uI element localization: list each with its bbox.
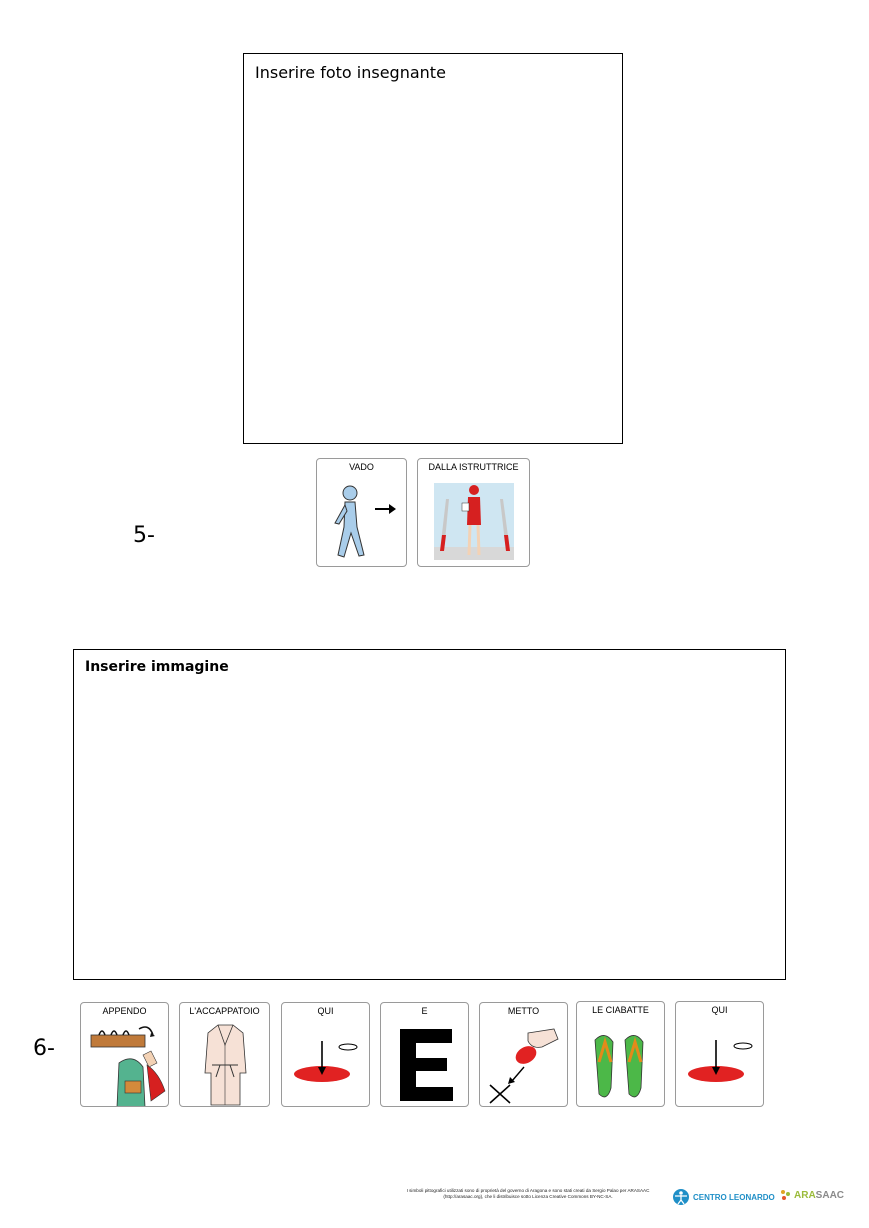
pictogram-card-qui-2 <box>675 1001 764 1107</box>
swim-instructor-icon <box>418 475 530 567</box>
letter-e-icon <box>381 1019 469 1107</box>
bathrobe-icon <box>180 1019 270 1107</box>
credits-note: I simboli pittografici utilizzati sono di proprietà del governo di Aragona e sono stati creati da Sergio Palao per ARASAAC (http://arasaac.org), che li distribuisce sotto Licenza Creative Commons BY-NC-SA. <box>406 1188 650 1199</box>
card-label: LE CIABATTE <box>592 1005 649 1015</box>
card-label: APPENDO <box>102 1006 147 1016</box>
card-label: METTO <box>507 1006 540 1016</box>
pictogram-card-metto <box>479 1002 568 1107</box>
walking-person-arrow-icon <box>317 475 407 567</box>
card-label: QUI <box>711 1005 728 1015</box>
leonardo-logo-text: CENTRO LEONARDO <box>693 1192 775 1202</box>
pictogram-card-dalla-istruttrice <box>417 458 530 567</box>
pictogram-card-vado <box>316 458 407 567</box>
put-hand-icon <box>480 1019 568 1107</box>
arasaac-logo-icon <box>780 1189 792 1201</box>
photo-placeholder-label: Inserire foto insegnante <box>255 63 446 82</box>
card-label: VADO <box>349 462 374 472</box>
arasaac-logo-text-saac: SAAC <box>815 1189 845 1201</box>
step-number-5: 5- <box>133 523 155 548</box>
flip-flops-icon <box>577 1018 665 1107</box>
arasaac-logo-text-ara: ARA <box>794 1189 816 1201</box>
pictogram-card-le-ciabatte <box>576 1001 665 1107</box>
card-label: E <box>421 1006 428 1016</box>
pictogram-card-qui-1 <box>281 1002 370 1107</box>
pictogram-card-appendo <box>80 1002 169 1107</box>
card-label: QUI <box>317 1006 334 1016</box>
pictogram-card-accappatoio <box>179 1002 270 1107</box>
pictogram-card-e <box>380 1002 469 1107</box>
arasaac-logo <box>780 1189 844 1201</box>
image-placeholder <box>73 649 786 980</box>
hang-backpack-icon <box>81 1019 169 1107</box>
image-placeholder-label: Inserire immagine <box>85 659 229 675</box>
centro-leonardo-logo <box>672 1187 775 1207</box>
here-arrow-icon <box>282 1019 370 1107</box>
step-number-6: 6- <box>33 1036 55 1061</box>
teacher-photo-placeholder <box>243 53 623 444</box>
card-label: L'ACCAPPATOIO <box>189 1006 260 1016</box>
leonardo-logo-icon <box>672 1188 690 1206</box>
card-label: DALLA ISTRUTTRICE <box>428 462 519 472</box>
here-arrow-icon <box>676 1018 764 1107</box>
